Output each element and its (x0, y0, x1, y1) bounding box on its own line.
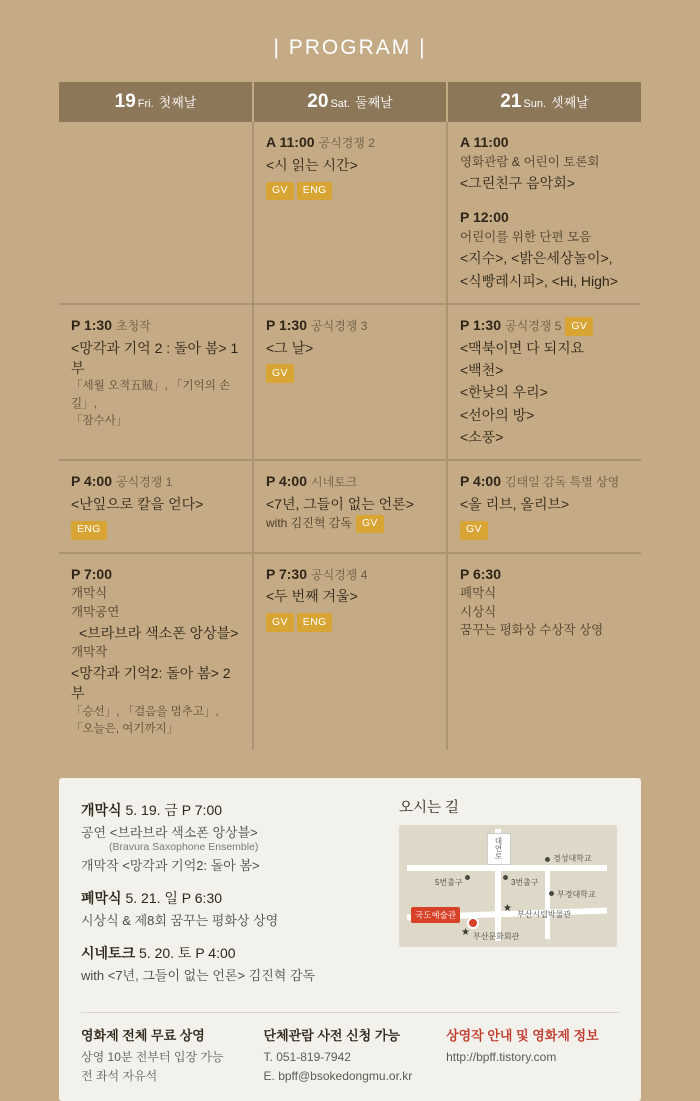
cell-day1-morning (59, 122, 253, 304)
entry-section: 공식경쟁 4 (311, 567, 368, 582)
entry-tags (460, 519, 631, 539)
entry-line: 개막공연 (71, 604, 120, 619)
entry-tags (71, 519, 242, 539)
program-entry (266, 132, 436, 200)
entry-subtitle: 영화관람 & 어린이 토론회 (460, 154, 600, 169)
event-sub: (Bravura Saxophone Ensemble) (109, 841, 259, 854)
day-number: 21 (500, 91, 522, 112)
tag-eng: ENG (297, 613, 333, 632)
entry-title: <브라브라 색소폰 앙상블> (79, 624, 239, 641)
entry-title: <그린친구 음악회> (460, 174, 575, 191)
program-entry (266, 471, 436, 533)
entry-time: P 4:00 (460, 473, 501, 490)
event-line-2: 개막작 <망각과 기억2: 돌아 봄> (81, 858, 260, 874)
entry-note: 「세월 오적五賊」, 「기억의 손길」, (71, 380, 231, 410)
col-head: 상영작 안내 및 영화제 정보 (446, 1028, 599, 1044)
entry-line: 시상식 (460, 604, 497, 619)
program-entry (460, 471, 631, 539)
col-head: 단체관람 사전 신청 가능 (263, 1028, 400, 1044)
day-number: 19 (114, 91, 136, 112)
cell-day3-afternoon2 (447, 460, 641, 552)
table-header-row (59, 82, 641, 122)
map-label-culture-center: 부산문화회관 (473, 932, 520, 942)
entry-title: <백천> (460, 362, 504, 379)
entry-section: 김태일 감독 특별 상영 (505, 475, 620, 490)
map-road-horizontal (407, 865, 607, 871)
tag-eng: ENG (71, 521, 107, 540)
entry-section: 공식경쟁 2 (318, 136, 375, 150)
map-title: 오시는 길 (399, 800, 460, 817)
day-ordinal: 둘째날 (355, 95, 393, 110)
day-weekday: Sun. (523, 98, 547, 110)
entry-note: 「잠수사」 (71, 414, 128, 427)
info-bottom (81, 1025, 619, 1085)
entry-with: with 김진혁 감독 (266, 516, 352, 531)
col-line: 상영 10분 전부터 입장 가능 (81, 1050, 224, 1065)
tag-gv: GV (266, 182, 294, 201)
events-list (81, 796, 381, 998)
day-number: 20 (307, 91, 329, 112)
map-dot (465, 875, 470, 880)
map-dot (545, 857, 550, 862)
entry-title-2: <망각과 기억2: 돌아 봄> 2부 (71, 665, 231, 702)
entry-time: A 11:00 (266, 134, 315, 150)
event-head (81, 800, 381, 820)
entry-guest-line (266, 514, 436, 533)
entry-time: P 7:30 (266, 565, 307, 582)
entry-title: <7년, 그들이 없는 언론> (266, 496, 414, 513)
map-venue-badge: 국도예술관 (411, 907, 460, 923)
entry-title: <시 읽는 시간> (266, 156, 358, 173)
entry-title-line2: <식빵레시피>, <Hi, High> (460, 272, 618, 289)
cell-day3-evening (447, 553, 641, 751)
entry-title: <선아의 방> (460, 406, 535, 423)
day-header-2 (253, 82, 447, 122)
info-panel (59, 778, 641, 1101)
entry-title: <두 번째 겨울> (266, 588, 358, 605)
entry-note: 「오늘은, 여기까지」 (71, 722, 179, 735)
entry-tags (266, 612, 436, 632)
map-label-exit3: 3번출구 (511, 878, 539, 888)
entry-title: <맥북이면 다 되지요 (460, 339, 585, 356)
entry-time: P 4:00 (71, 473, 112, 490)
entry-section: 공식경쟁 5 (505, 318, 562, 333)
entry-section: 초청작 (116, 318, 151, 333)
cell-day1-afternoon2 (59, 460, 253, 552)
program-entry (460, 207, 631, 291)
program-entry (266, 315, 436, 383)
program-entry (460, 315, 631, 447)
day-weekday: Sat. (330, 98, 351, 110)
entry-subtitle: 어린이를 위한 단편 모음 (460, 230, 592, 245)
event-block-cinetalk (81, 943, 381, 984)
entry-time: P 1:30 (266, 316, 307, 333)
entry-time: P 6:30 (460, 565, 501, 582)
map-label-kyungsung: 경성대학교 (553, 854, 592, 864)
entry-section: 시네토크 (311, 475, 358, 490)
event-head (81, 943, 381, 963)
schedule-row (59, 460, 641, 552)
col-line: 전 좌석 자유석 (81, 1068, 158, 1083)
program-entry (460, 132, 631, 193)
entry-line: 개막작 (71, 644, 108, 659)
cell-day2-afternoon1 (253, 304, 447, 460)
info-col-group-booking (264, 1025, 447, 1085)
tag-gv: GV (266, 364, 294, 383)
page-title: | PROGRAM | (273, 36, 427, 59)
event-head (81, 888, 381, 908)
event-block-opening (81, 800, 381, 874)
day-weekday: Fri. (137, 98, 154, 110)
cell-day3-morning (447, 122, 641, 304)
entry-section: 공식경쟁 1 (116, 475, 173, 490)
tag-gv: GV (266, 613, 294, 632)
map-label-exit5: 5번출구 (435, 878, 463, 888)
event-line: 공연 <브라브라 색소폰 앙상블> (81, 825, 258, 841)
map-star-icon: ★ (503, 903, 512, 915)
cell-day3-afternoon1 (447, 304, 641, 460)
tag-gv: GV (356, 515, 384, 534)
day-ordinal: 첫째날 (158, 95, 197, 110)
program-entry (71, 564, 242, 739)
venue-map (399, 825, 617, 947)
map-star-icon: ★ (461, 927, 470, 939)
entry-title: <그 날> (266, 339, 314, 356)
entry-section: 공식경쟁 3 (311, 318, 368, 333)
map-road-vertical-2 (545, 869, 550, 939)
entry-title: <올 리브, 올리브> (460, 496, 570, 513)
entry-tags (266, 180, 436, 200)
event-block-closing (81, 888, 381, 929)
day-header-3 (447, 82, 641, 122)
program-entry (71, 315, 242, 430)
map-dot (549, 891, 554, 896)
cell-day2-afternoon2 (253, 460, 447, 552)
program-entry (460, 564, 631, 639)
event-name: 시네토크 (81, 945, 136, 962)
divider (81, 1012, 619, 1013)
map-vertical-label: 대연로 (494, 837, 503, 860)
entry-time: A 11:00 (460, 134, 509, 150)
map-dot (503, 875, 508, 880)
event-line: with <7년, 그들이 없는 언론> 김진혁 감독 (81, 968, 316, 984)
entry-title: <소풍> (460, 428, 504, 445)
info-col-free-screening (81, 1025, 264, 1085)
col-line-email: E. bpff@bsokedongmu.or.kr (263, 1068, 413, 1083)
tag-gv: GV (565, 317, 593, 336)
tag-gv: GV (460, 521, 488, 540)
event-datetime: 5. 20. 토 P 4:00 (139, 945, 236, 962)
col-line-phone: T. 051-819-7942 (263, 1050, 351, 1065)
entry-time: P 7:00 (71, 565, 112, 582)
entry-tags (266, 363, 436, 383)
entry-title: <난잎으로 칼을 얻다> (71, 496, 204, 513)
event-datetime: 5. 19. 금 P 7:00 (125, 802, 223, 819)
cell-day1-evening (59, 553, 253, 751)
entry-time: P 4:00 (266, 473, 307, 490)
schedule-row (59, 553, 641, 751)
program-entry (71, 471, 242, 539)
info-top (81, 796, 619, 998)
cell-day2-morning (253, 122, 447, 304)
event-line: 시상식 & 제8회 꿈꾸는 평화상 상영 (81, 913, 279, 929)
event-name: 폐막식 (81, 890, 122, 907)
entry-title: <한낮의 우리> (460, 384, 548, 401)
tag-eng: ENG (297, 182, 333, 201)
schedule-table (59, 82, 641, 750)
entry-line: 개막식 (71, 586, 108, 601)
entry-time: P 12:00 (460, 209, 509, 226)
entry-note: 「승선」, 「걸음을 멈추고」, (71, 705, 219, 718)
event-datetime: 5. 21. 일 P 6:30 (125, 890, 223, 907)
schedule-row (59, 304, 641, 460)
day-header-1 (59, 82, 253, 122)
entry-time: P 1:30 (71, 316, 112, 333)
col-head: 영화제 전체 무료 상영 (81, 1028, 205, 1044)
col-line-url[interactable]: http://bpff.tistory.com (446, 1050, 557, 1065)
day-ordinal: 셋째날 (551, 95, 589, 110)
entry-time: P 1:30 (460, 316, 501, 333)
event-name: 개막식 (81, 802, 122, 819)
entry-line: 꿈꾸는 평화상 수상작 상영 (460, 622, 604, 637)
cell-day1-afternoon1 (59, 304, 253, 460)
info-col-website (446, 1025, 619, 1085)
entry-title: <지수>, <밝은세상놀이>, (460, 250, 613, 267)
map-label-pukyong: 부경대학교 (557, 890, 596, 900)
schedule-row (59, 122, 641, 304)
entry-title: <망각과 기억 2 : 돌아 봄> 1부 (71, 339, 239, 376)
entry-line: 폐막식 (460, 586, 497, 601)
cell-day2-evening (253, 553, 447, 751)
map-label-museum: 부산시립박물관 (517, 910, 572, 920)
program-entry (266, 564, 436, 632)
directions-block (399, 796, 619, 998)
